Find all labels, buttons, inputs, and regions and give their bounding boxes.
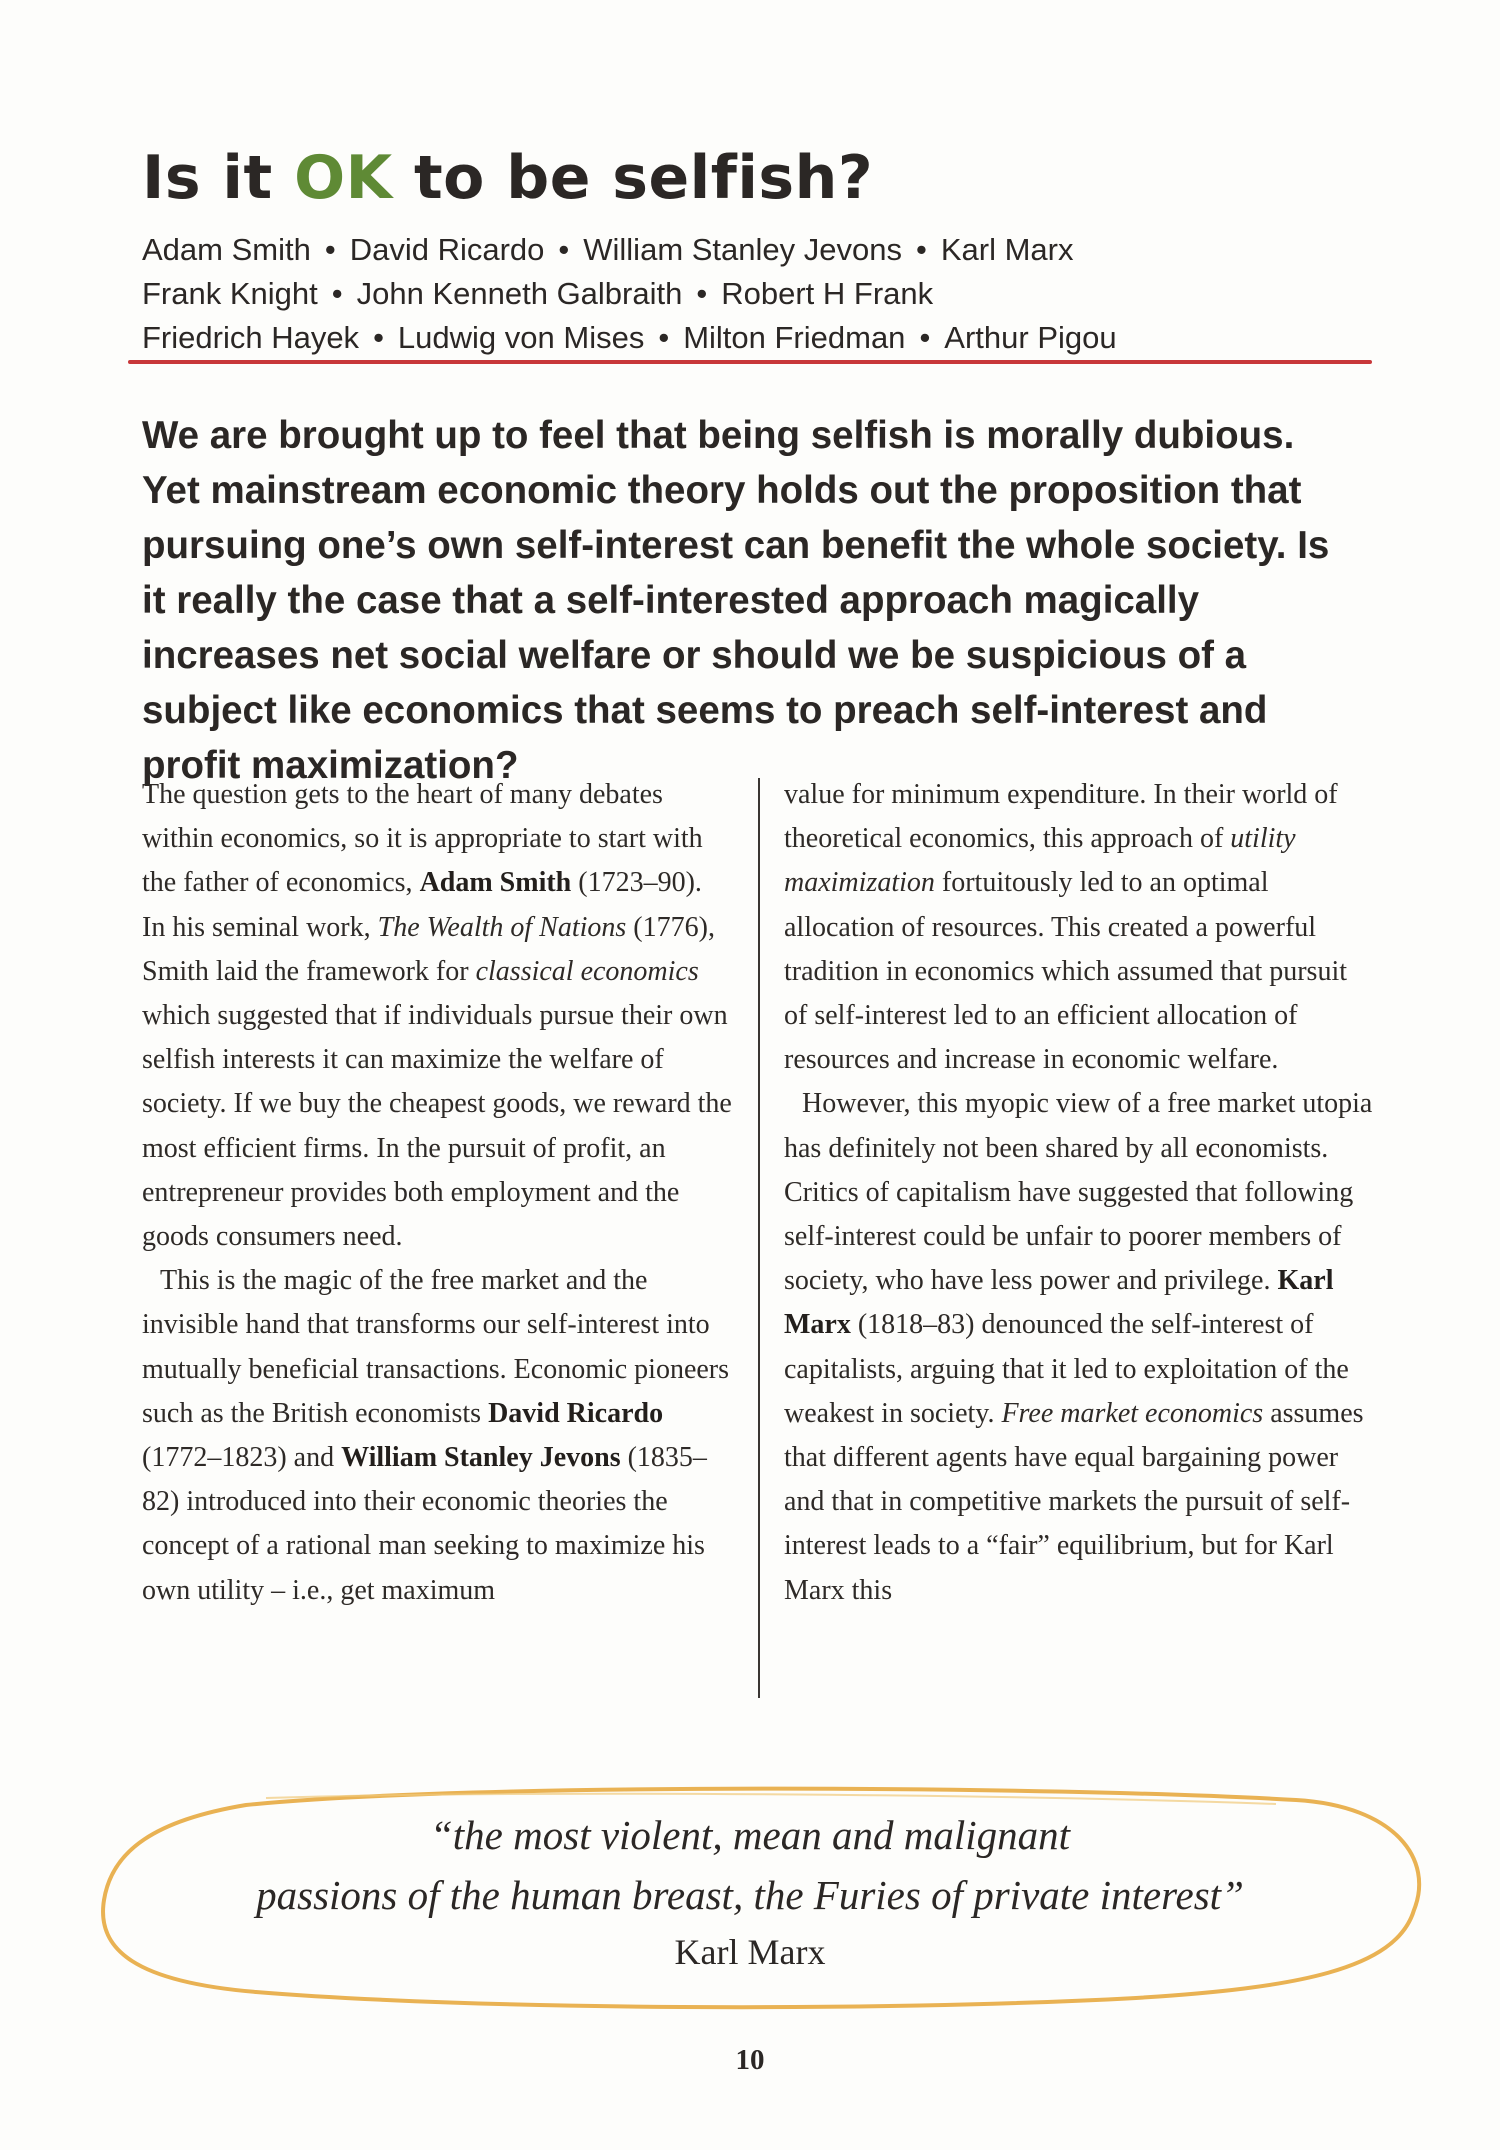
column-divider [758,778,760,1698]
economist-name: Adam Smith [142,232,311,267]
paragraph: The question gets to the heart of many debates within economics, so it is appropriate to start with the father of economics, Adam Smith (1723–90). In his seminal work, The Wealth of Nations (1776), Smith laid the framework for classical economics which suggested that if individuals pursue their own selfish interests it can maximize the welfare of society. If we buy the cheapest goods, we reward the most efficient firms. In the pursuit of profit, an entrepreneur provides both employment and the goods consumers need. [142,779,732,1253]
glossary-term: classical economics [475,955,699,987]
economist-list [142,228,1372,360]
quote-author: Karl Marx [674,1932,826,1972]
economist-line-2 [142,272,1372,316]
bullet-separator: • [915,232,927,267]
name-jevons: William Stanley Jevons [341,1442,621,1474]
body-column-right [784,773,1376,1613]
economist-line-1 [142,228,1372,272]
economist-name: William Stanley Jevons [583,232,902,267]
economist-name: Ludwig von Mises [397,320,645,355]
bullet-separator: • [696,276,708,311]
quote-line: passions of the human breast, the Furies of private interest” [256,1872,1244,1918]
title-rule [128,360,1372,364]
economist-name: Karl Marx [940,232,1074,267]
title-highlight: OK [294,143,393,213]
pull-quote [150,1805,1350,1979]
economist-name: Friedrich Hayek [142,320,360,355]
name-adam-smith: Adam Smith [419,867,572,899]
name-david-ricardo: David Ricardo [488,1397,664,1429]
paragraph: This is the magic of the free market and the invisible hand that transforms our self-interest into mutually beneficial transactions. Economic pioneers such as the British economists David Ricardo (1772–1823) and William Stanley Jevons (1835–82) introduced into their economic theories the concept of a rational man seeking to maximize his own utility – i.e., get maximum [142,1265,730,1606]
economist-name: Frank Knight [142,276,318,311]
page-number: 10 [735,2044,765,2076]
economist-name: Milton Friedman [683,320,906,355]
economist-name: David Ricardo [349,232,545,267]
bullet-separator: • [558,232,570,267]
bullet-separator: • [658,320,670,355]
bullet-separator: • [919,320,931,355]
glossary-term: utility maximization [784,823,1296,899]
paragraph: However, this myopic view of a free market utopia has definitely not been shared by all economists. Critics of capitalism have suggested that following self-interest could be unfair to poorer members of society, who have less power and privilege. Karl Marx (1818–83) denounced the self-interest of capitalists, arguing that it led to exploitation of the weakest in society. Free market economics assumes that different agents have equal bargaining power and that in competitive markets the pursuit of self-interest leads to a “fair” equilibrium, but for Karl Marx this [784,1088,1373,1606]
economist-name: Robert H Frank [721,276,934,311]
economist-line-3 [142,316,1372,360]
quote-frame-stroke [266,1794,1276,1804]
title-suffix: to be selfish? [392,143,874,213]
name-karl-marx: Karl Marx [784,1265,1334,1341]
intro-paragraph: We are brought up to feel that being selfish is morally dubious. Yet mainstream economic theory holds out the proposition that pursuing one’s own self-interest can benefit the whole society. Is it really the case that a self-interested approach magically increases net social welfare or should we be suspicious of a subject like economics that seems to preach self-interest and profit maximization? [142,414,1330,787]
page-title [142,140,873,216]
quote-line: “the most violent, mean and malignant [429,1812,1070,1858]
bullet-separator: • [331,276,343,311]
bullet-separator: • [373,320,384,355]
glossary-term: Free market economics [1001,1397,1264,1429]
paragraph: value for minimum expenditure. In their world of theoretical economics, this approach of utility maximization fortuitously led to an optimal allocation of resources. This created a powerful tradition in economics which assumed that pursuit of self-interest led to an efficient allocation of resources and increase in economic welfare. [784,779,1348,1076]
book-title: The Wealth of Nations [377,911,627,943]
bullet-separator: • [324,232,336,267]
economist-name: John Kenneth Galbraith [356,276,683,311]
title-prefix: Is it [142,143,295,213]
economist-name: Arthur Pigou [944,320,1117,355]
body-column-left [142,773,732,1613]
